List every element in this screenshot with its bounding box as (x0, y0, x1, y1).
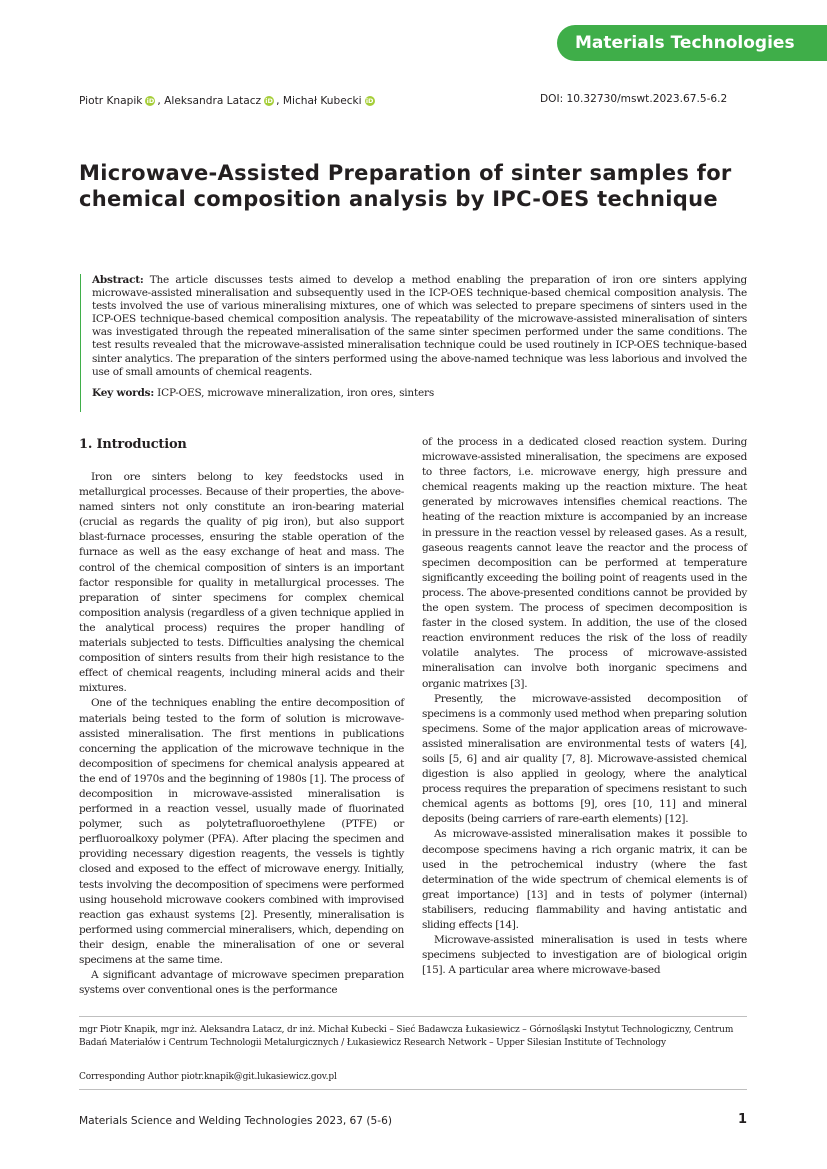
body-paragraph: A significant advantage of microwave specimen preparation systems over conventional ones is the performance (79, 969, 404, 997)
body-column-right (422, 435, 747, 978)
paper-title: Microwave-Assisted Preparation of sinter samples for chemical composition analysis by IPC-OES technique (79, 161, 732, 211)
body-paragraph: Presently, the microwave-assisted decomposition of specimens is a commonly used method when preparing solution specimens. Some of the major application areas of microwave-assisted mineralisation are environmental tests of waters [4], soils [5, 6] and air quality [7, 8]. Microwave-assisted chemical digestion is also applied in geology, where the analytical process requires the preparation of specimens resistant to such chemical agents as bottoms [9], ores [10, 11] and mineral deposits (being carriers of rare-earth elements) [12]. (422, 692, 747, 826)
footer-divider (79, 1089, 747, 1090)
keywords-text: ICP-OES, microwave mineralization, iron ores, sinters (154, 386, 435, 399)
footer-divider (79, 1016, 747, 1017)
author-affiliation: mgr Piotr Knapik, mgr inż. Aleksandra Latacz, dr inż. Michał Kubecki – Sieć Badawcza Łukasiewicz – Górnośląski Instytut Technologiczny, Centrum Badań Materiałów i Centrum Technologii Metalurgicznych / Łukasiewicz Research Network – Upper Silesian Institute of Technology (79, 1025, 734, 1048)
author-name[interactable]: Piotr Knapik (79, 95, 143, 107)
abstract-paragraph (92, 274, 747, 379)
abstract-text: The article discusses tests aimed to develop a method enabling the preparation of iron ore sinters applying microwave-assisted mineralisation and subsequently used in the ICP-OES technique-based chemical composition analysis. The tests involved the use of various mineralising mixtures, one of which was selected to prepare specimens of sinters used in the ICP-OES technique-based chemical composition analysis. The repeatability of the microwave-assisted mineralisation of sinters was investigated through the repeated mineralisation of the same sinter specimen performed under the same conditions. The test results revealed that the microwave-assisted mineralisation technique could be used routinely in ICP-OES technique-based sinter analytics. The preparation of the sinters performed using the above-named technique was less laborious and involved the use of small amounts of chemical reagents. (92, 274, 747, 378)
orcid-icon[interactable]: iD (146, 97, 155, 105)
body-paragraph: One of the techniques enabling the entire decomposition of materials being tested to the form of solution is microwave-assisted mineralisation. The first mentions in publications concerning the application of the microwave technique in the decomposition of specimens for chemical analysis appeared at the end of 1970s and the beginning of 1980s [1]. The process of decomposition in microwave-assisted mineralisation is performed in a reaction vessel, usually made of fluorinated polymer, such as polytetrafluoroethylene (PTFE) or perfluoroalkoxy polymer (PFA). After placing the specimen and providing necessary digestion reagents, the vessels is tightly closed and exposed to the effect of microwave energy. Initially, tests involving the decomposition of specimens were performed using household microwave cookers combined with improvised reaction gas exhaust systems [2]. Presently, mineralisation is performed using commercial mineralisers, which, depending on their design, enable the mineralisation of one or several specimens at the same time. (79, 697, 404, 966)
body-paragraph: Microwave-assisted mineralisation is used in tests where specimens subjected to investigation are of biological origin [15]. A particular area where microwave-based (422, 934, 747, 977)
body-column-left (79, 470, 404, 998)
doi-link[interactable]: DOI: 10.32730/mswt.2023.67.5-6.2 (540, 93, 728, 105)
body-paragraph: Iron ore sinters belong to key feedstocks used in metallurgical processes. Because of their properties, the above-named sinters not only constitute an iron-bearing material (crucial as regards the quality of pig iron), but also support blast-furnace processes, ensuring the stable operation of the furnace as well as the easy exchange of heat and mass. The control of the chemical composition of sinters is an important factor responsible for quality in metallurgical processes. The preparation of sinter specimens for complex chemical composition analysis (regardless of a given technique applied in the analytical process) requires the proper handling of materials subjected to tests. Difficulties analysing the chemical composition of sinters results from their high resistance to the effect of chemical reagents, including mineral acids and their mixtures. (79, 471, 404, 695)
section-heading-introduction: 1. Introduction (79, 437, 187, 452)
keywords-label: Key words: (92, 386, 155, 399)
orcid-icon[interactable]: iD (265, 97, 273, 105)
section-badge: Materials Technologies (557, 25, 827, 61)
author-separator: , (157, 95, 165, 107)
journal-citation: Materials Science and Welding Technologies 2023, 67 (5-6) (79, 1115, 392, 1127)
keywords (92, 387, 747, 400)
abstract-label: Abstract: (92, 274, 144, 286)
orcid-icon[interactable]: iD (365, 97, 374, 105)
author-name[interactable]: Michał Kubecki (282, 95, 362, 107)
author-separator: , (276, 95, 283, 107)
author-list (79, 95, 377, 107)
abstract-section (80, 274, 747, 412)
body-paragraph: As microwave-assisted mineralisation makes it possible to decompose specimens having a rich organic matrix, it can be used in the petrochemical industry (where the fast determination of the wide spectrum of chemical elements is of great importance) [13] and in tests of polymer (internal) stabilisers, reducing flammability and having antistatic and sliding effects [14]. (422, 828, 747, 931)
corresponding-author: Corresponding Author piotr.knapik@git.lukasiewicz.gov.pl (79, 1072, 337, 1082)
author-name[interactable]: Aleksandra Latacz (164, 95, 262, 107)
page-number: 1 (738, 1112, 748, 1127)
body-paragraph: of the process in a dedicated closed reaction system. During microwave-assisted mineralisation, the specimens are exposed to three factors, i.e. microwave energy, high pressure and chemical reagents making up the reaction mixture. The heat generated by microwaves intensifies chemical reactions. The heating of the reaction mixture is accompanied by an increase in pressure in the reaction vessel by released gases. As a result, gaseous reagents cannot leave the reactor and the process of specimen decomposition can be performed at temperature significantly exceeding the boiling point of reagents used in the process. The above-presented conditions cannot be provided by the open system. The process of specimen decomposition is faster in the closed system. In addition, the use of the closed reaction environment reduces the risk of the loss of readily volatile analytes. The process of microwave-assisted mineralisation can involve both inorganic specimens and organic matrixes [3]. (422, 436, 747, 690)
